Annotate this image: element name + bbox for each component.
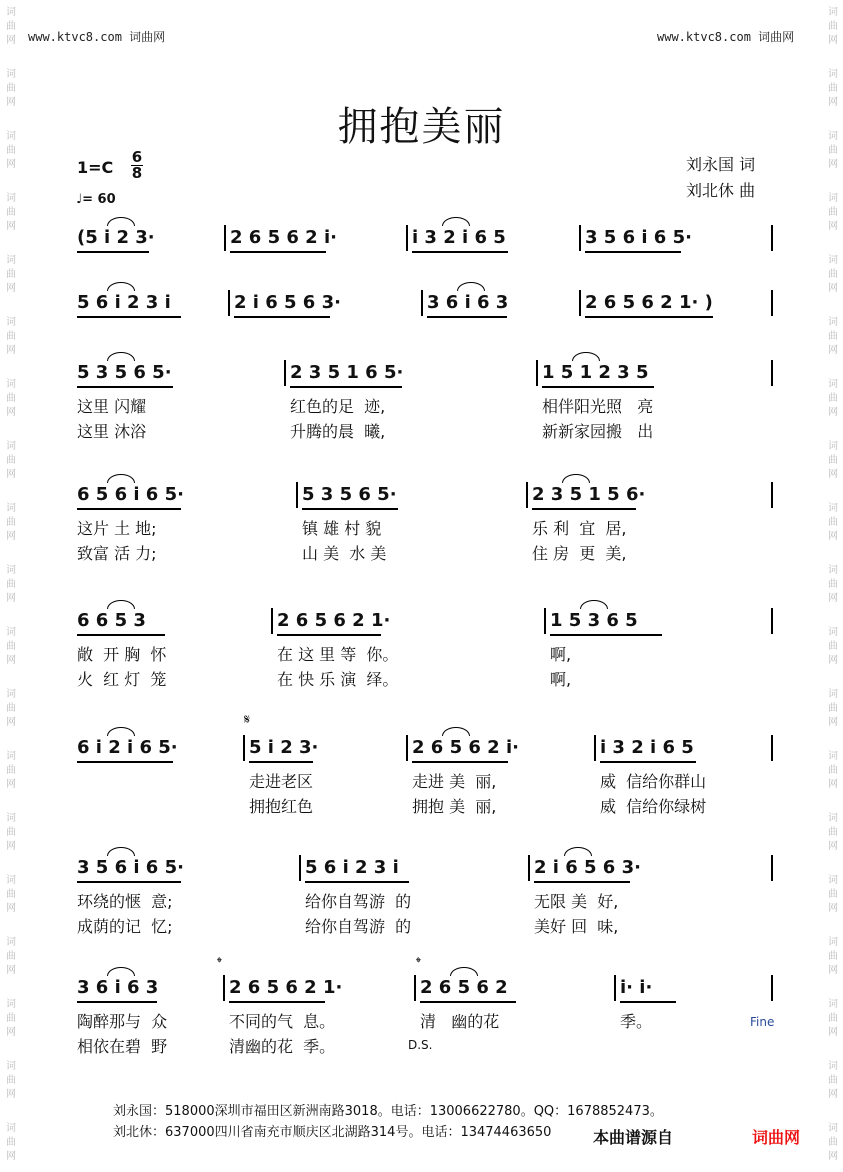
slur-mark: [107, 282, 135, 291]
lyric-verse-2: 威 信给你绿树: [600, 797, 707, 816]
watermark-text: 词 曲 网: [6, 751, 16, 790]
measure-notes: 2 3 5 1 5 6·: [532, 484, 646, 505]
watermark-text: 词 曲 网: [828, 875, 838, 914]
lyric-verse-2: 相依在碧 野: [77, 1037, 168, 1056]
barline: [284, 360, 286, 386]
watermark-text: 词 曲 网: [6, 875, 16, 914]
lyric-verse-2: 致富 活 力;: [77, 544, 157, 563]
coda-sign-1: 𝄌: [217, 955, 222, 971]
tempo-marking: ♩= 60: [76, 192, 116, 207]
slur-mark: [442, 217, 470, 226]
slur-mark: [107, 600, 135, 609]
lyric-verse-1: 清 幽的花: [420, 1012, 500, 1031]
barline: [406, 735, 408, 761]
measure-notes: 2 i 6 5 6 3·: [534, 857, 641, 878]
lyric-verse-2: 这里 沐浴: [77, 422, 147, 441]
measure-notes: 6 5 6 i 6 5·: [77, 484, 184, 505]
slur-mark: [572, 352, 600, 361]
lyric-verse-1: 敞 开 胸 怀: [77, 645, 167, 664]
song-title: 拥抱美丽: [337, 104, 506, 150]
lyric-verse-2: 火 红 灯 笼: [77, 670, 167, 689]
barline: [579, 290, 581, 316]
barline: [771, 290, 773, 316]
barline: [771, 225, 773, 251]
slur-mark: [107, 352, 135, 361]
barline: [223, 975, 225, 1001]
barline: [771, 855, 773, 881]
watermark-text: 词 曲 网: [6, 69, 16, 108]
watermark-text: 词 曲 网: [6, 317, 16, 356]
lyric-verse-1: 红色的足 迹,: [290, 397, 386, 416]
barline: [296, 482, 298, 508]
measure-notes: 1 5 3 6 5: [550, 610, 638, 631]
measure-notes: i 3 2 i 6 5: [600, 737, 694, 758]
beam-underline: [229, 1001, 325, 1003]
lyric-verse-2: 升腾的晨 曦,: [290, 422, 386, 441]
lyric-verse-1: 给你自驾游 的: [305, 892, 412, 911]
watermark-text: 词 曲 网: [828, 131, 838, 170]
lyric-verse-2: 给你自驾游 的: [305, 917, 412, 936]
watermark-text: 词 曲 网: [828, 1061, 838, 1100]
barline: [771, 482, 773, 508]
barline: [271, 608, 273, 634]
slur-mark: [107, 474, 135, 483]
measure-notes: 3 5 6 i 6 5·: [585, 227, 692, 248]
measure-notes: 1 5 1 2 3 5: [542, 362, 649, 383]
ds-marking: D.S.: [408, 1038, 433, 1052]
beam-underline: [77, 386, 173, 388]
barline: [528, 855, 530, 881]
slur-mark: [442, 727, 470, 736]
slur-mark: [457, 282, 485, 291]
beam-underline: [230, 251, 326, 253]
watermark-text: 词 曲 网: [828, 193, 838, 232]
watermark-text: 词 曲 网: [6, 813, 16, 852]
key-signature: 1=C: [77, 158, 114, 177]
lyric-verse-1: 走进 美 丽,: [412, 772, 497, 791]
beam-underline: [290, 386, 402, 388]
beam-underline: [77, 316, 181, 318]
watermark-text: 词 曲 网: [828, 937, 838, 976]
lyric-verse-1: 镇 雄 村 貌: [302, 519, 382, 538]
beam-underline: [77, 761, 173, 763]
barline: [544, 608, 546, 634]
slur-mark: [562, 474, 590, 483]
lyric-verse-2: 新新家园搬 出: [542, 422, 654, 441]
measure-notes: 3 5 6 i 6 5·: [77, 857, 184, 878]
watermark-text: 词 曲 网: [828, 441, 838, 480]
source-logo[interactable]: 词曲网: [752, 1128, 801, 1147]
lyric-verse-1: 陶醉那与 众: [77, 1012, 168, 1031]
lyric-verse-1: 乐 利 宜 居,: [532, 519, 627, 538]
beam-underline: [585, 251, 681, 253]
barline: [614, 975, 616, 1001]
watermark-text: 词 曲 网: [6, 131, 16, 170]
watermark-text: 词 曲 网: [828, 999, 838, 1038]
watermark-text: 词 曲 网: [6, 689, 16, 728]
source-label: 本曲谱源自: [593, 1128, 674, 1147]
footer-line-1: 刘永国：518000深圳市福田区新洲南路3018。电话：13006622780。QQ：1678852473。: [113, 1104, 663, 1119]
lyric-verse-1: 走进老区: [249, 772, 314, 791]
measure-notes: 2 6 5 6 2: [420, 977, 508, 998]
lyricist-credit: 刘永国 词: [686, 155, 756, 174]
slur-mark: [580, 600, 608, 609]
watermark-text: 词 曲 网: [6, 379, 16, 418]
lyric-verse-2: 美好 回 味,: [534, 917, 619, 936]
slur-mark: [107, 727, 135, 736]
watermark-text: 词 曲 网: [828, 69, 838, 108]
watermark-text: 词 曲 网: [828, 565, 838, 604]
barline: [771, 975, 773, 1001]
beam-underline: [620, 1001, 676, 1003]
lyric-verse-1: 季。: [620, 1012, 653, 1031]
lyric-verse-2: 清幽的花 季。: [229, 1037, 336, 1056]
beam-underline: [420, 1001, 516, 1003]
barline: [526, 482, 528, 508]
barline: [594, 735, 596, 761]
beam-underline: [77, 508, 181, 510]
measure-notes: 2 6 5 6 2 1·: [277, 610, 391, 631]
watermark-text: 词 曲 网: [6, 441, 16, 480]
watermark-text: 词 曲 网: [828, 379, 838, 418]
measure-notes: i· i·: [620, 977, 653, 998]
beam-underline: [412, 761, 508, 763]
lyric-verse-1: 这片 土 地;: [77, 519, 157, 538]
lyric-verse-2: 住 房 更 美,: [532, 544, 627, 563]
barline: [771, 360, 773, 386]
watermark-text: 词 曲 网: [6, 1061, 16, 1100]
beam-underline: [412, 251, 508, 253]
beam-underline: [234, 316, 330, 318]
barline: [406, 225, 408, 251]
barline: [771, 608, 773, 634]
beam-underline: [77, 1001, 157, 1003]
site-url-left[interactable]: www.ktvc8.com 词曲网: [28, 30, 166, 44]
site-url-right[interactable]: www.ktvc8.com 词曲网: [657, 30, 795, 44]
slur-mark: [107, 847, 135, 856]
watermark-text: 词 曲 网: [6, 255, 16, 294]
measure-notes: 2 6 5 6 2 1·: [229, 977, 343, 998]
footer-line-2: 刘北休：637000四川省南充市顺庆区北湖路314号。电话：13474463650: [113, 1125, 552, 1140]
left-watermark-strip: [4, 0, 18, 1164]
beam-underline: [277, 634, 381, 636]
beam-underline: [77, 634, 165, 636]
measure-notes: 3 6 i 6 3: [77, 977, 159, 998]
beam-underline: [249, 761, 313, 763]
lyric-verse-1: 环绕的惬 意;: [77, 892, 173, 911]
measure-notes: 6 6 5 3: [77, 610, 146, 631]
lyric-verse-2: 山 美 水 美: [302, 544, 387, 563]
beam-underline: [542, 386, 654, 388]
watermark-text: 词 曲 网: [828, 627, 838, 666]
watermark-text: 词 曲 网: [6, 7, 16, 46]
lyric-verse-2: 在 快 乐 演 绎。: [277, 670, 399, 689]
measure-notes: 2 6 5 6 2 i·: [230, 227, 337, 248]
measure-notes: 5 i 2 3·: [249, 737, 319, 758]
measure-notes: 5 3 5 6 5·: [302, 484, 397, 505]
watermark-text: 词 曲 网: [828, 7, 838, 46]
barline: [299, 855, 301, 881]
lyric-verse-2: 拥抱 美 丽,: [412, 797, 497, 816]
slur-mark: [107, 967, 135, 976]
beam-underline: [305, 881, 409, 883]
lyric-verse-1: 威 信给你群山: [600, 772, 707, 791]
barline: [536, 360, 538, 386]
measure-notes: 6 i 2 i 6 5·: [77, 737, 178, 758]
watermark-text: 词 曲 网: [6, 999, 16, 1038]
lyric-verse-1: 无限 美 好,: [534, 892, 619, 911]
watermark-text: 词 曲 网: [828, 503, 838, 542]
watermark-text: 词 曲 网: [6, 503, 16, 542]
barline: [414, 975, 416, 1001]
watermark-text: 词 曲 网: [6, 1123, 16, 1162]
watermark-text: 词 曲 网: [828, 317, 838, 356]
measure-notes: 3 6 i 6 3: [427, 292, 509, 313]
segno-sign: 𝄋: [244, 712, 251, 728]
measure-notes: 5 6 i 2 3 i: [77, 292, 171, 313]
slur-mark: [450, 967, 478, 976]
measure-notes: 2 6 5 6 2 1· ): [585, 292, 713, 313]
watermark-text: 词 曲 网: [6, 193, 16, 232]
beam-underline: [534, 881, 630, 883]
lyric-verse-1: 这里 闪耀: [77, 397, 147, 416]
watermark-text: 词 曲 网: [828, 689, 838, 728]
barline: [579, 225, 581, 251]
time-signature: [131, 150, 143, 181]
coda-sign-2: 𝄌: [416, 955, 421, 971]
fine-marking: Fine: [750, 1015, 775, 1029]
lyric-verse-1: 啊,: [550, 645, 572, 664]
beam-underline: [600, 761, 696, 763]
beam-underline: [585, 316, 713, 318]
lyric-verse-1: 不同的气 息。: [229, 1012, 336, 1031]
barline: [228, 290, 230, 316]
slur-mark: [107, 217, 135, 226]
watermark-text: 词 曲 网: [6, 937, 16, 976]
watermark-text: 词 曲 网: [6, 627, 16, 666]
beam-underline: [302, 508, 398, 510]
measure-notes: i 3 2 i 6 5: [412, 227, 506, 248]
watermark-text: 词 曲 网: [828, 255, 838, 294]
watermark-text: 词 曲 网: [828, 813, 838, 852]
measure-notes: 2 i 6 5 6 3·: [234, 292, 341, 313]
barline: [421, 290, 423, 316]
measure-notes: 5 3 5 6 5·: [77, 362, 172, 383]
barline: [224, 225, 226, 251]
lyric-verse-1: 在 这 里 等 你。: [277, 645, 399, 664]
watermark-text: 词 曲 网: [6, 565, 16, 604]
meter-denominator: 8: [131, 164, 143, 182]
measure-notes: 2 6 5 6 2 i·: [412, 737, 519, 758]
beam-underline: [427, 316, 507, 318]
lyric-verse-1: 相伴阳光照 亮: [542, 397, 654, 416]
slur-mark: [564, 847, 592, 856]
watermark-text: 词 曲 网: [828, 1123, 838, 1162]
beam-underline: [532, 508, 636, 510]
watermark-text: 词 曲 网: [828, 751, 838, 790]
barline: [771, 735, 773, 761]
lyric-verse-2: 拥抱红色: [249, 797, 314, 816]
measure-notes: 5 6 i 2 3 i: [305, 857, 399, 878]
beam-underline: [77, 251, 149, 253]
right-watermark-strip: [826, 0, 840, 1164]
measure-notes: 2 3 5 1 6 5·: [290, 362, 404, 383]
meter-numerator: 6: [131, 148, 143, 166]
measure-notes: (5 i 2 3·: [77, 227, 155, 248]
beam-underline: [77, 881, 181, 883]
composer-credit: 刘北休 曲: [686, 181, 756, 200]
lyric-verse-2: 成荫的记 忆;: [77, 917, 173, 936]
beam-underline: [550, 634, 662, 636]
lyric-verse-2: 啊,: [550, 670, 572, 689]
barline: [243, 735, 245, 761]
